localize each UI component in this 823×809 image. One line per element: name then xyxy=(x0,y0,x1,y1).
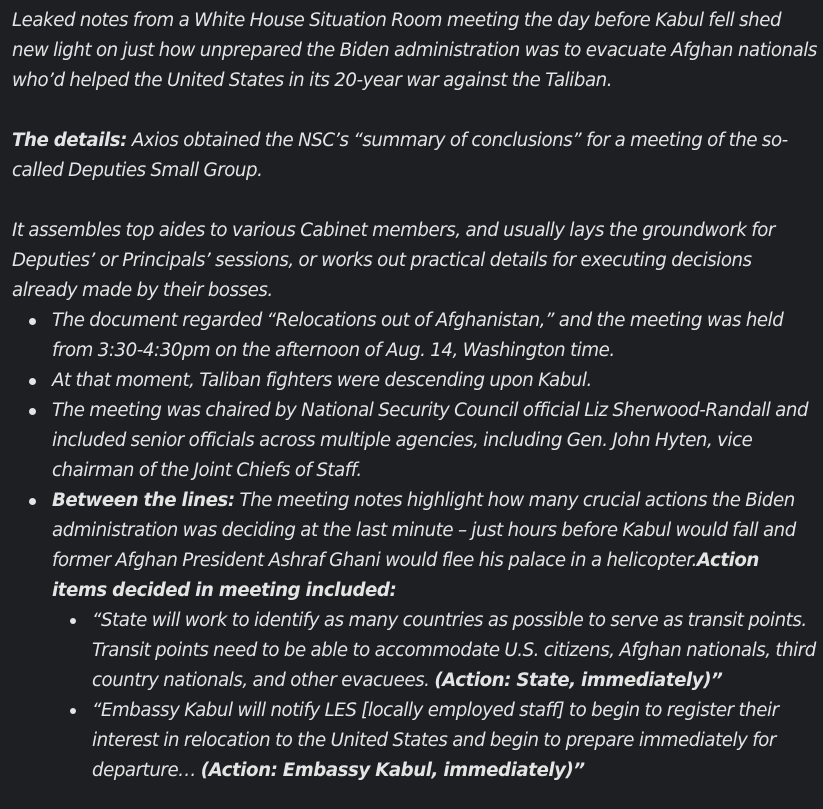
intro-paragraph: Leaked notes from a White House Situation Room meeting the day before Kabul fell shed new light on just how unprepared the Biden administration was to evacuate Afghan nationals who’d helped the United States in its 20-year war against the Taliban. xyxy=(12,10,817,91)
list-item xyxy=(12,486,817,786)
action-state-tag: (Action: State, immediately)” xyxy=(434,670,723,691)
action-embassy-tag: (Action: Embassy Kabul, immediately)” xyxy=(200,760,585,781)
paragraph-spacer xyxy=(12,96,817,126)
details-label: The details: xyxy=(12,130,128,151)
list-item xyxy=(52,696,817,786)
between-lines-label: Between the lines: xyxy=(52,490,235,511)
list-item xyxy=(12,306,817,366)
between-lines-text: The meeting notes highlight how many crucial actions the Biden administration was deciding at the last minute – just hours before Kabul would fall and former Afghan President Ashraf Ghani would flee his palace in a helicopter. xyxy=(52,490,796,571)
action-items-list xyxy=(52,606,817,786)
paragraph-spacer xyxy=(12,186,817,216)
details-paragraph xyxy=(12,126,817,186)
list-item xyxy=(12,366,817,396)
action-state-text: “State will work to identify as many countries as possible to serve as transit points. Transit points need to be able to accommodate U.S. citizens, Afghan nationals, third country nationals, and other evacuees. xyxy=(92,610,816,691)
list-item xyxy=(12,396,817,486)
action-embassy-text: “Embassy Kabul will notify LES [locally employed staff] to begin to register their interest in relocation to the United States and begin to prepare immediately for departure… xyxy=(92,700,779,781)
bullet-taliban-text: At that moment, Taliban fighters were descending upon Kabul. xyxy=(52,370,592,391)
bullet-document-text: The document regarded “Relocations out of Afghanistan,” and the meeting was held from 3:30-4:30pm on the afternoon of Aug. 14, Washington time. xyxy=(52,310,784,361)
bullet-chair-text: The meeting was chaired by National Security Council official Liz Sherwood-Randall and included senior officials across multiple agencies, including Gen. John Hyten, vice chairman of the Joint Chiefs of Staff. xyxy=(52,400,809,481)
context-paragraph: It assembles top aides to various Cabinet members, and usually lays the groundwork for Deputies’ or Principals’ sessions, or works out practical details for executing decisions already made by their bosses. xyxy=(12,220,775,301)
action-items-heading: Action items decided in meeting included: xyxy=(52,550,759,601)
details-text: Axios obtained the NSC’s “summary of conclusions” for a meeting of the so-called Deputies Small Group. xyxy=(12,130,788,181)
bullet-list xyxy=(12,306,817,786)
list-item xyxy=(52,606,817,696)
